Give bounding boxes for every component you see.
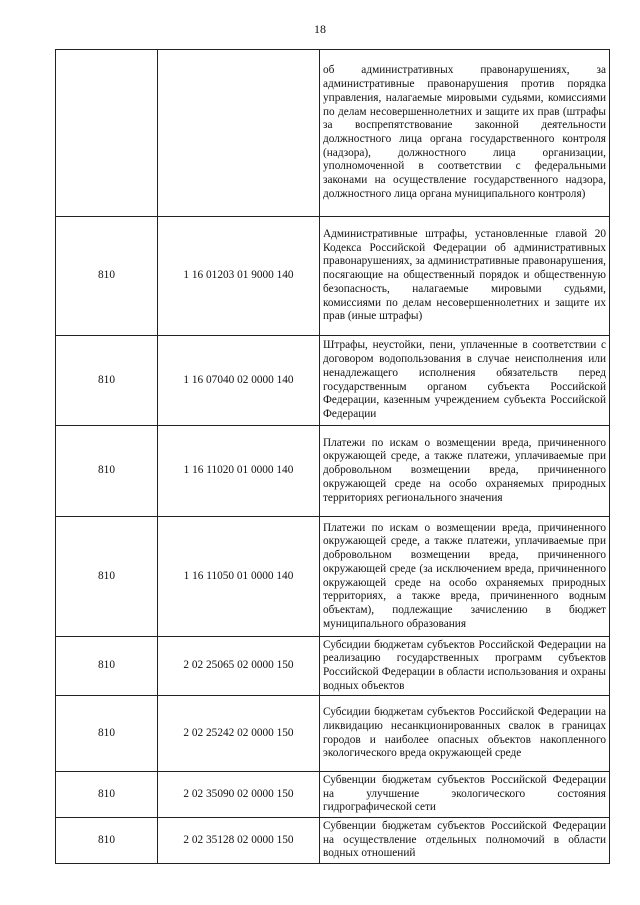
- admin-code-cell: 810: [56, 426, 158, 517]
- table-row: [56, 50, 610, 217]
- description-cell: Субвенции бюджетам субъектов Российской Федерации на осуществление отдельных полномочий в области водных отношений: [320, 818, 610, 864]
- page-number: 18: [314, 22, 326, 36]
- kbk-code-cell: 2 02 25065 02 0000 150: [158, 637, 320, 696]
- table-row: [56, 818, 610, 864]
- kbk-code-cell: 1 16 11020 01 0000 140: [158, 426, 320, 517]
- budget-classification-table: [55, 49, 610, 864]
- description-cell: Платежи по искам о возмещении вреда, причиненного окружающей среде, а также платежи, уплачиваемые при добровольном возмещении вреда, причиненного окружающей среде на особо охраняемых природных территориях регионального значения: [320, 426, 610, 517]
- table-row: [56, 696, 610, 772]
- description-cell: Штрафы, неустойки, пени, уплаченные в соответствии с договором водопользования в случае неисполнения или ненадлежащего исполнения обязательств перед государственным органом субъекта Российской Федерации, казенным учреждением субъекта Российской Федерации: [320, 336, 610, 426]
- admin-code-cell: [56, 50, 158, 217]
- kbk-code-cell: 1 16 07040 02 0000 140: [158, 336, 320, 426]
- admin-code-cell: 810: [56, 217, 158, 336]
- kbk-code-cell: 1 16 01203 01 9000 140: [158, 217, 320, 336]
- kbk-code-cell: 2 02 35128 02 0000 150: [158, 818, 320, 864]
- table-row: [56, 336, 610, 426]
- admin-code-cell: 810: [56, 637, 158, 696]
- admin-code-cell: 810: [56, 336, 158, 426]
- description-cell: Платежи по искам о возмещении вреда, причиненного окружающей среде, а также платежи, уплачиваемые при добровольном возмещении вреда, причиненного окружающей среде (за исключением вреда, причиненного окружающей среде на особо охраняемых природных территориях, а также вреда, причиненного водным объектам), подлежащие зачислению в бюджет муниципального образования: [320, 517, 610, 637]
- admin-code-cell: 810: [56, 818, 158, 864]
- description-cell: Субвенции бюджетам субъектов Российской Федерации на улучшение экологического состояния гидрографической сети: [320, 772, 610, 818]
- description-cell: Субсидии бюджетам субъектов Российской Федерации на реализацию государственных программ субъектов Российской Федерации в области использования и охраны водных объектов: [320, 637, 610, 696]
- table-row: [56, 772, 610, 818]
- table-row: [56, 517, 610, 637]
- kbk-code-cell: 1 16 11050 01 0000 140: [158, 517, 320, 637]
- table-row: [56, 426, 610, 517]
- admin-code-cell: 810: [56, 696, 158, 772]
- kbk-code-cell: 2 02 35090 02 0000 150: [158, 772, 320, 818]
- table-row: [56, 637, 610, 696]
- description-cell: Субсидии бюджетам субъектов Российской Федерации на ликвидацию несанкционированных свалок в границах городов и наиболее опасных объектов накопленного экологического вреда окружающей среде: [320, 696, 610, 772]
- kbk-code-cell: [158, 50, 320, 217]
- kbk-code-cell: 2 02 25242 02 0000 150: [158, 696, 320, 772]
- admin-code-cell: 810: [56, 772, 158, 818]
- description-cell: Административные штрафы, установленные главой 20 Кодекса Российской Федерации об административных правонарушениях, за административные правонарушения, посягающие на общественный порядок и общественную безопасность, налагаемые мировыми судьями, комиссиями по делам несовершеннолетних и защите их прав (иные штрафы): [320, 217, 610, 336]
- table-row: [56, 217, 610, 336]
- admin-code-cell: 810: [56, 517, 158, 637]
- description-cell: об административных правонарушениях, за административные правонарушения против порядка управления, налагаемые мировыми судьями, комиссиями по делам несовершеннолетних и защите их прав (штрафы за воспрепятствование законной деятельности должностного лица органа государственного контроля (надзора), должностного лица организации, уполномоченной в соответствии с федеральными законами на осуществление государственного надзора, должностного лица органа муниципального контроля): [320, 50, 610, 217]
